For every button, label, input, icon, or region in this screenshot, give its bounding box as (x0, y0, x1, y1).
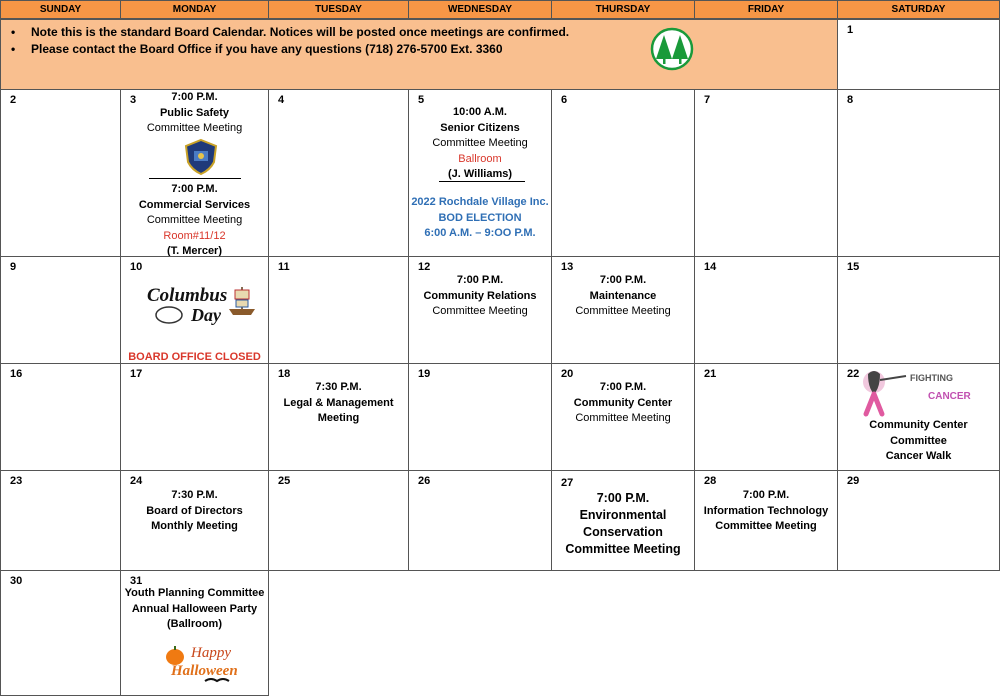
event-time: 7:00 P.M. (171, 183, 218, 195)
event-senior-citizens (409, 105, 551, 183)
notice-text: Please contact the Board Office if you have any questions (718) 276-5700 Ext. 3360 (31, 42, 503, 56)
day-cell-8 (837, 89, 1000, 257)
day-cell-23 (0, 470, 121, 571)
day-number: 17 (130, 368, 143, 380)
day-cell-15 (837, 256, 1000, 364)
day-cell-22 (837, 363, 1000, 471)
event-line: Annual Halloween Party (131, 602, 258, 615)
event-halloween-party (121, 586, 268, 633)
event-title: Senior Citizens (440, 121, 520, 134)
day-cell-17 (120, 363, 269, 471)
day-number: 31 (130, 575, 143, 587)
day-cell-14 (694, 256, 838, 364)
logo-text: FIGHTING (910, 373, 953, 383)
day-cell-21 (694, 363, 838, 471)
event-room: Room#11/12 (163, 229, 226, 242)
logo-text: Day (191, 305, 221, 325)
day-cell-18 (268, 363, 409, 471)
day-cell-13 (551, 256, 695, 364)
event-contact: (J. Williams) (447, 168, 513, 180)
day-cell-29 (837, 470, 1000, 571)
event-subtitle: Committee Meeting (575, 305, 671, 317)
header-friday: FRIDAY (694, 0, 838, 19)
day-cell-25 (268, 470, 409, 571)
logo-text: Happy (191, 645, 231, 661)
event-legal-management (269, 380, 408, 427)
event-public-safety (121, 90, 268, 137)
event-title: Commercial Services (138, 198, 251, 211)
day-cell-30 (0, 570, 121, 696)
day-number: 12 (418, 261, 431, 273)
day-cell-24 (120, 470, 269, 571)
day-number: 21 (704, 368, 717, 380)
divider-line (149, 178, 241, 179)
day-number: 2 (10, 94, 17, 106)
day-number: 26 (418, 475, 431, 487)
happy-halloween-logo-icon (165, 639, 245, 685)
day-cell-28 (694, 470, 838, 571)
day-cell-2 (0, 89, 121, 257)
day-number: 23 (10, 475, 23, 487)
event-environmental-conservation (552, 490, 694, 558)
event-time: 7:30 P.M. (171, 489, 218, 501)
day-cell-4 (268, 89, 409, 257)
event-cancer-walk (838, 418, 999, 465)
event-bod-election (409, 195, 551, 242)
event-title: Public Safety (159, 106, 230, 119)
rochdale-trees-logo-icon (649, 26, 695, 72)
header-monday: MONDAY (120, 0, 269, 19)
event-title: Maintenance (589, 289, 657, 302)
event-time: 7:00 P.M. (599, 274, 647, 286)
event-time: 7:00 P.M. (456, 274, 504, 286)
event-line: Committee (890, 434, 947, 447)
event-title: Information Technology (703, 504, 829, 517)
event-line: Community Center (869, 419, 968, 431)
day-number: 14 (704, 261, 717, 273)
day-number: 7 (704, 94, 711, 106)
day-cell-26 (408, 470, 552, 571)
day-cell-11 (268, 256, 409, 364)
day-number: 3 (130, 94, 137, 106)
day-number: 29 (847, 475, 860, 487)
notice-banner (0, 19, 838, 90)
event-commercial-services (121, 182, 268, 257)
event-time: 7:30 P.M. (315, 381, 362, 393)
event-contact: (T. Mercer) (166, 245, 223, 257)
event-subtitle: Committee Meeting (146, 122, 243, 134)
day-number: 13 (561, 261, 574, 273)
event-subtitle: Committee Meeting (146, 214, 243, 226)
day-number: 18 (278, 368, 291, 380)
event-time: 7:00 P.M. (742, 489, 790, 501)
event-time: 10:00 A.M. (452, 106, 507, 118)
day-number: 25 (278, 475, 291, 487)
header-saturday: SATURDAY (837, 0, 1000, 19)
event-line: Cancer Walk (885, 450, 952, 462)
day-cell-12 (408, 256, 552, 364)
day-number: 30 (10, 575, 23, 587)
divider-line (439, 181, 525, 182)
event-subtitle: Meeting (317, 412, 360, 424)
day-cell-3 (120, 89, 269, 257)
logo-text: CANCER (928, 391, 971, 402)
day-cell-16 (0, 363, 121, 471)
day-cell-6 (551, 89, 695, 257)
day-number: 10 (130, 261, 143, 273)
event-room: Ballroom (458, 152, 502, 165)
event-line: (Ballroom) (167, 618, 222, 630)
header-sunday: SUNDAY (0, 0, 121, 19)
board-office-closed: BOARD OFFICE CLOSED (128, 351, 261, 363)
event-subtitle: Committee Meeting (432, 305, 528, 317)
fighting-cancer-logo-icon (858, 366, 988, 418)
notice-item (11, 42, 503, 56)
event-line: Committee Meeting (565, 542, 681, 556)
event-subtitle: Committee Meeting (432, 137, 528, 149)
day-cell-9 (0, 256, 121, 364)
event-title: Community Relations (423, 289, 537, 302)
day-number: 15 (847, 261, 860, 273)
day-number: 4 (278, 94, 285, 106)
event-subtitle: Monthly Meeting (151, 520, 238, 532)
day-cell-1 (837, 19, 1000, 90)
event-time: 7:00 P.M. (599, 381, 647, 393)
day-cell-20 (551, 363, 695, 471)
header-wednesday: WEDNESDAY (408, 0, 552, 19)
bullet: • (11, 42, 16, 56)
day-number: 20 (561, 368, 574, 380)
police-badge-icon (182, 138, 220, 176)
notice-text: Note this is the standard Board Calendar. Notices will be posted once meetings are confirmed. (31, 25, 570, 39)
election-hours: 6:00 A.M. – 9:OO P.M. (424, 227, 536, 239)
event-time: 7:00 P.M. (596, 491, 650, 505)
event-community-relations (409, 273, 551, 320)
day-number: 9 (10, 261, 17, 273)
day-number: 19 (418, 368, 431, 380)
day-number: 5 (418, 94, 425, 106)
day-number: 6 (561, 94, 568, 106)
event-line: Environmental (579, 508, 667, 522)
bullet: • (11, 25, 16, 39)
event-title: Legal & Management (283, 396, 394, 409)
logo-text: Halloween (171, 663, 238, 679)
event-information-technology (695, 488, 837, 535)
header-tuesday: TUESDAY (268, 0, 409, 19)
event-subtitle: Committee Meeting (715, 520, 817, 532)
day-cell-7 (694, 89, 838, 257)
day-cell-5 (408, 89, 552, 257)
day-cell-31 (120, 570, 269, 696)
header-thursday: THURSDAY (551, 0, 695, 19)
day-number: 16 (10, 368, 23, 380)
logo-text: Columbus (147, 285, 228, 306)
event-title: Board of Directors (146, 504, 243, 517)
day-number: 27 (561, 477, 574, 489)
event-line: Youth Planning Committee (124, 587, 265, 599)
day-number: 11 (278, 261, 290, 273)
event-board-of-directors (121, 488, 268, 535)
day-cell-19 (408, 363, 552, 471)
day-cell-10 (120, 256, 269, 364)
event-subtitle: Committee Meeting (575, 412, 671, 424)
event-maintenance (552, 273, 694, 320)
day-cell-27 (551, 470, 695, 571)
day-number: 28 (704, 475, 717, 487)
event-time: 7:00 P.M. (171, 91, 218, 103)
day-number: 1 (847, 24, 854, 36)
election-line: 2022 Rochdale Village Inc. (411, 196, 549, 208)
day-number: 24 (130, 475, 143, 487)
notice-item (11, 25, 569, 39)
event-title: Community Center (573, 396, 673, 409)
event-line: Conservation (583, 525, 663, 539)
event-community-center (552, 380, 694, 427)
day-number: 8 (847, 94, 854, 106)
day-number: 22 (847, 368, 860, 380)
election-line: BOD ELECTION (438, 211, 522, 224)
columbus-day-logo-icon (143, 279, 263, 329)
